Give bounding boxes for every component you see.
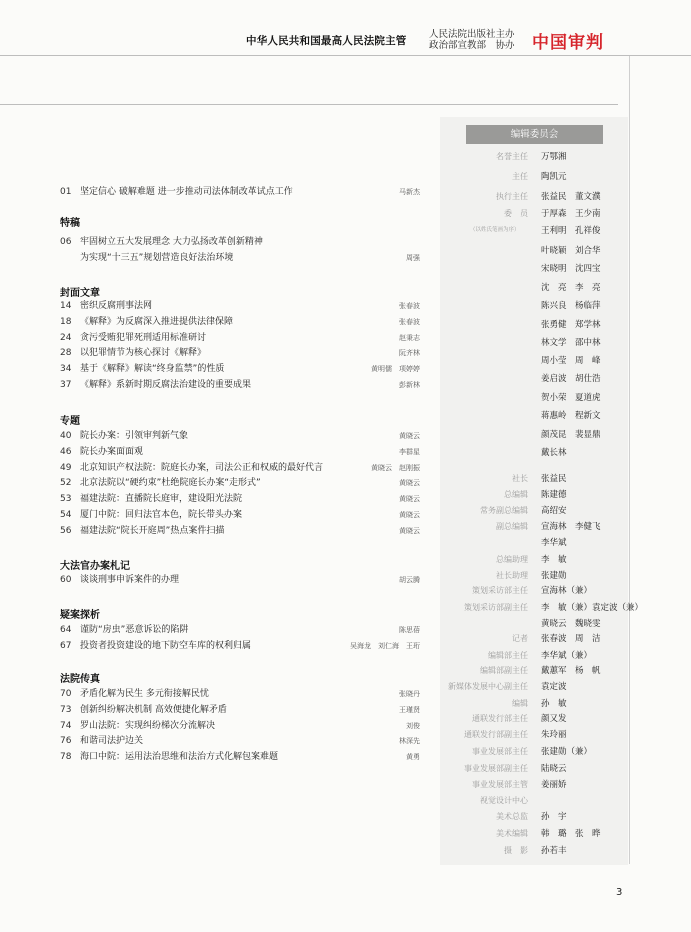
toc-entry[interactable] <box>60 377 420 393</box>
toc-page-number: 28 <box>60 348 72 359</box>
board-role: 新媒体发展中心副主任 <box>448 682 528 691</box>
board-role: 社长 <box>512 474 528 483</box>
board-role: 名誉主任 <box>496 152 528 161</box>
toc-page-number: 74 <box>60 720 72 731</box>
toc-entry[interactable] <box>60 622 420 638</box>
toc-entry[interactable] <box>60 507 420 523</box>
board-member-names: 孙 宇 <box>541 812 567 822</box>
publisher-line-1: 人民法院出版社主办 <box>429 29 515 40</box>
toc-page-number: 78 <box>60 752 72 763</box>
board-role: 主任 <box>512 172 528 181</box>
toc-title: 海口中院：运用法治思维和法治方式化解包案难题 <box>80 752 279 763</box>
toc-title: 《解释》系新时期反腐法治建设的重要成果 <box>80 380 252 390</box>
toc-section-heading: 特稿 <box>60 218 80 229</box>
toc-page-number: 60 <box>60 575 72 585</box>
toc-author: 胡云腾 <box>399 576 420 584</box>
toc-page-number: 54 <box>60 510 72 520</box>
toc-entry[interactable] <box>60 444 420 460</box>
toc-page-number: 46 <box>60 446 72 457</box>
toc-author: 王瑾贤 <box>399 705 420 714</box>
toc-page-number: 70 <box>60 689 72 699</box>
toc-author: 张春波 <box>399 317 420 326</box>
board-role: 美术总监 <box>496 812 528 821</box>
board-order-note: （以姓氏笔画为序） <box>470 227 520 233</box>
toc-title: 福建法院“院长开庭周”热点案件扫描 <box>80 525 225 536</box>
toc-section-heading: 专题 <box>60 416 80 427</box>
board-role: 编辑部副主任 <box>480 666 528 675</box>
toc-title: 投资者投资建设的地下防空车库的权利归属 <box>80 640 252 651</box>
board-member-names: 韩 璐 张 晔 <box>541 829 601 839</box>
board-role: 视觉设计中心 <box>480 796 528 805</box>
board-role: 常务副总编辑 <box>480 506 528 515</box>
board-role: 执行主任 <box>496 192 528 201</box>
toc-author: 刘俊 <box>406 721 420 730</box>
toc-entry[interactable] <box>60 749 420 765</box>
toc-page-number: 24 <box>60 332 72 343</box>
board-member-names: 孙 敏 <box>541 699 567 709</box>
board-role: 总编辑 <box>504 490 528 499</box>
toc-section-heading: 大法官办案札记 <box>60 561 130 572</box>
toc-title: 密织反腐刑事法网 <box>80 301 153 311</box>
board-member-names: 袁定波 <box>541 682 567 692</box>
toc-section-heading: 封面文章 <box>60 288 100 299</box>
second-rule <box>0 104 618 105</box>
toc-title: 贪污受贿犯罪死刑适用标准研讨 <box>80 332 207 343</box>
toc-author: 阮齐林 <box>399 349 420 358</box>
board-member-names: 李 敏 <box>541 555 567 565</box>
toc-author: 马新杰 <box>399 188 420 196</box>
board-member-names: 张勇健 郑学林 <box>541 320 601 330</box>
toc-entry[interactable] <box>60 491 420 507</box>
board-role: 事业发展部主管 <box>472 780 528 789</box>
toc-page-number: 56 <box>60 525 72 536</box>
toc-entry[interactable] <box>60 250 420 266</box>
toc-page-number: 34 <box>60 364 72 375</box>
toc-author: 彭新林 <box>399 381 420 389</box>
toc-page-number: 14 <box>60 301 72 311</box>
board-role: 事业发展部副主任 <box>464 764 528 773</box>
toc-entry[interactable] <box>60 523 420 539</box>
board-member-names: 朱玲丽 <box>541 730 567 740</box>
toc-entry[interactable] <box>60 702 420 718</box>
board-role: 摄 影 <box>504 846 528 855</box>
toc-entry[interactable] <box>60 234 420 250</box>
toc-entry[interactable] <box>60 361 420 377</box>
board-role: 美术编辑 <box>496 829 528 838</box>
board-role: 社长助理 <box>496 571 528 580</box>
toc-page-number: 37 <box>60 380 72 390</box>
board-role: 编辑部主任 <box>488 651 528 660</box>
toc-page-number: 40 <box>60 431 72 441</box>
board-role: 编辑 <box>512 699 528 708</box>
toc-author: 吴海龙 刘仁海 王珩 <box>350 641 420 650</box>
board-member-names: 万鄂湘 <box>541 152 567 162</box>
board-role: 记者 <box>512 634 528 643</box>
toc-entry[interactable] <box>60 428 420 444</box>
toc-author: 赵秉志 <box>399 333 420 342</box>
board-role: 事业发展部主任 <box>472 747 528 756</box>
toc-title: 北京法院以“硬约束”杜绝院庭长办案“走形式” <box>80 478 261 489</box>
toc-title: 《解释》为反腐深入推进提供法律保障 <box>80 316 234 327</box>
toc-author: 张晓丹 <box>399 690 420 698</box>
board-member-names: 颜又发 <box>541 714 567 724</box>
toc-page-number: 49 <box>60 462 72 473</box>
toc-author: 周强 <box>406 253 420 262</box>
board-member-names: 孙若丰 <box>541 846 567 856</box>
board-member-names: 陈建德 <box>541 490 567 500</box>
toc-title: 谨防“房虫”恶意诉讼的陷阱 <box>80 625 189 635</box>
board-member-names: 叶晓颖 刘合华 <box>541 246 601 256</box>
toc-page-number: 52 <box>60 478 72 489</box>
board-member-names: 姜丽娇 <box>541 780 567 790</box>
board-member-names: 贺小荣 夏道虎 <box>541 393 601 403</box>
board-member-names: 陈兴良 杨临萍 <box>541 301 601 311</box>
board-member-names: 于厚森 王少南 <box>541 209 601 219</box>
toc-page-number: 76 <box>60 736 72 747</box>
board-member-names: 蒋惠岭 程新文 <box>541 411 601 421</box>
board-member-names: 宋晓明 沈四宝 <box>541 264 601 274</box>
toc-entry[interactable] <box>60 460 420 476</box>
top-rule <box>0 55 691 56</box>
board-member-names: 张益民 董文濮 <box>541 192 601 202</box>
toc-page-number: 18 <box>60 316 72 327</box>
board-member-names: 张建勋（兼） <box>541 747 593 757</box>
board-role: 策划采访部副主任 <box>464 603 528 612</box>
board-member-names: 姜启波 胡仕浩 <box>541 374 601 384</box>
board-member-names: 宣海林 李健飞 <box>541 522 601 532</box>
toc-title: 福建法院：直播院长庭审，建设阳光法院 <box>80 494 243 505</box>
toc-title: 北京知识产权法院：院庭长办案，司法公正和权威的最好代言 <box>80 462 324 473</box>
toc-author: 黄晓云 <box>399 495 420 504</box>
toc-entry[interactable] <box>60 298 420 314</box>
board-member-names: 高绍安 <box>541 506 567 516</box>
page-number: 3 <box>616 887 623 898</box>
toc-entry[interactable] <box>60 686 420 702</box>
board-member-names: 戴长林 <box>541 448 567 458</box>
toc-title: 谈谈刑事申诉案件的办理 <box>80 575 180 585</box>
board-role: 策划采访部主任 <box>472 586 528 595</box>
board-role: 副总编辑 <box>496 522 528 531</box>
board-member-names: 宣海林（兼） <box>541 586 593 596</box>
board-member-names: 李华斌 <box>541 538 567 548</box>
board-member-names: 沈 亮 李 亮 <box>541 283 601 293</box>
toc-entry[interactable] <box>60 330 420 346</box>
toc-title: 坚定信心 破解难题 进一步推动司法体制改革试点工作 <box>80 187 293 197</box>
board-member-names: 陆晓云 <box>541 764 567 774</box>
supervisor-line: 中华人民共和国最高人民法院主管 <box>246 35 407 47</box>
board-role: 通联发行部主任 <box>472 714 528 723</box>
toc-entry[interactable] <box>60 475 420 491</box>
board-member-names: 林文学 邵中林 <box>541 338 601 348</box>
toc-section-heading: 法院传真 <box>60 674 100 685</box>
board-member-names: 李华斌（兼） <box>541 651 593 661</box>
board-member-names: 张建勋 <box>541 571 567 581</box>
toc-page-number: 01 <box>60 187 72 197</box>
toc-entry[interactable] <box>60 345 420 361</box>
toc-title: 以犯罪情节为核心探讨《解释》 <box>80 348 207 359</box>
board-member-names: 戴蕙军 杨 帆 <box>541 666 601 676</box>
toc-author: 黄晓云 <box>399 511 420 519</box>
toc-entry[interactable] <box>60 638 420 654</box>
toc-page-number: 73 <box>60 704 72 715</box>
toc-section-heading: 疑案探析 <box>60 610 100 621</box>
toc-page-number: 64 <box>60 625 72 635</box>
toc-title: 院长办案：引领审判新气象 <box>80 431 189 441</box>
toc-author: 李群星 <box>399 447 420 456</box>
board-role: 通联发行部副主任 <box>464 730 528 739</box>
toc-title: 牢固树立五大发展理念 大力弘扬改革创新精神 <box>80 237 263 247</box>
toc-author: 黄晓云 <box>399 526 420 535</box>
board-role: 委 员 <box>504 209 528 218</box>
toc-title: 院长办案面面观 <box>80 446 144 457</box>
toc-author: 黄晓云 <box>399 432 420 440</box>
board-member-names: 李 敏（兼）袁定波（兼） <box>541 603 644 613</box>
toc-entry[interactable] <box>60 718 420 734</box>
toc-title: 矛盾化解为民生 多元衔接解民忧 <box>80 689 209 699</box>
board-member-names: 张春波 周 洁 <box>541 634 601 644</box>
toc-title: 为实现“十三五”规划营造良好法治环境 <box>80 252 234 263</box>
toc-title: 厦门中院：回归法官本色，院长带头办案 <box>80 510 243 520</box>
board-member-names: 张益民 <box>541 474 567 484</box>
toc-author: 张春波 <box>399 302 420 310</box>
toc-entry[interactable] <box>60 572 420 588</box>
publisher-lines <box>429 29 515 51</box>
toc-author: 黄明儒 项婷婷 <box>371 365 420 374</box>
toc-page-number: 06 <box>60 237 72 247</box>
board-member-names: 王利明 孔祥俊 <box>541 226 601 236</box>
toc-entry[interactable] <box>60 314 420 330</box>
board-role: 总编助理 <box>496 555 528 564</box>
toc-author: 陈思蓓 <box>399 626 420 634</box>
brand-logo: 中国审判 <box>532 33 604 53</box>
toc-author: 林深先 <box>399 737 420 746</box>
toc-entry[interactable] <box>60 184 420 200</box>
toc-title: 和谐司法护边关 <box>80 736 144 747</box>
toc-author: 黄勇 <box>406 753 420 762</box>
editorial-board-title: 编辑委员会 <box>466 125 603 144</box>
toc-author: 黄晓云 <box>399 479 420 488</box>
toc-title: 罗山法院：实现纠纷梯次分流解决 <box>80 720 216 731</box>
toc-entry[interactable] <box>60 733 420 749</box>
toc-author: 黄晓云 赵刚振 <box>371 463 420 472</box>
toc-page-number: 67 <box>60 640 72 651</box>
toc-title: 创新纠纷解决机制 高效便捷化解矛盾 <box>80 704 227 715</box>
board-member-names: 黄晓云 魏晓雯 <box>541 619 601 629</box>
margin-rule <box>629 56 630 864</box>
toc-page-number: 53 <box>60 494 72 505</box>
toc-title: 基于《解释》解读“终身监禁”的性质 <box>80 364 225 375</box>
board-member-names: 颜茂昆 裴显鼎 <box>541 430 601 440</box>
board-member-names: 陶凯元 <box>541 172 567 182</box>
publisher-line-2: 政治部宣教部 协办 <box>429 40 515 51</box>
board-member-names: 周小莹 周 峰 <box>541 356 601 366</box>
